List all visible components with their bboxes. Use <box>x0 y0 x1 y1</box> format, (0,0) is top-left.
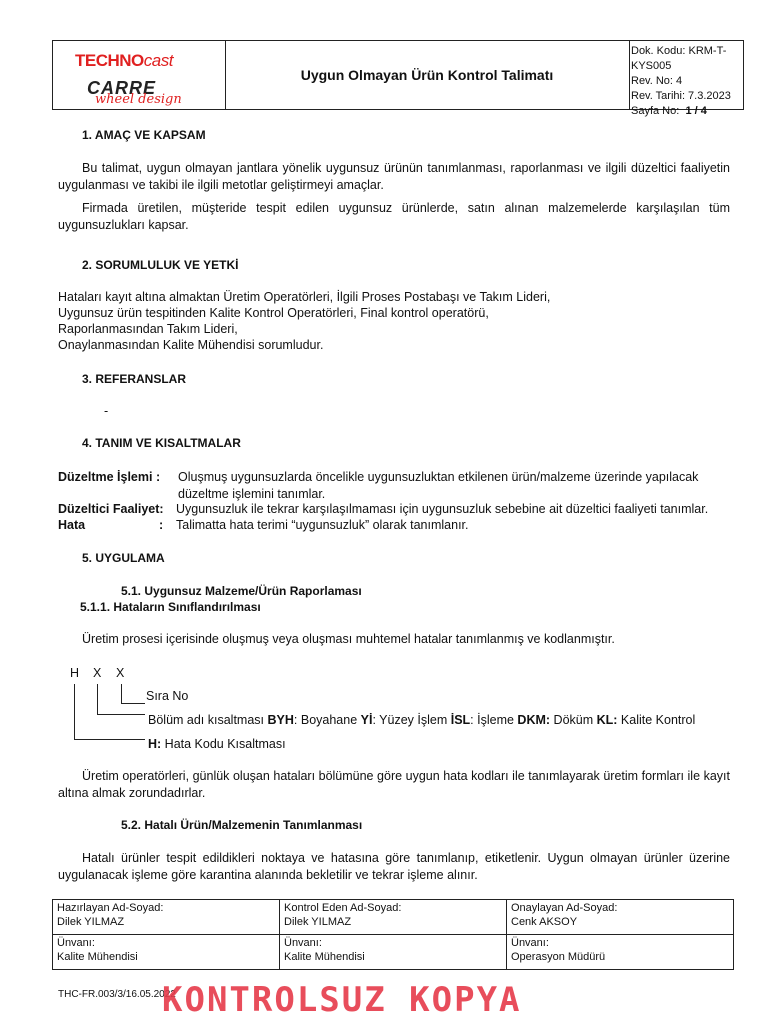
document-header <box>52 40 744 117</box>
section-2-heading: 2. SORUMLULUK VE YETKİ <box>82 258 239 272</box>
form-reference: THC-FR.003/3/16.05.2022 <box>58 989 176 1000</box>
section-1-paragraph-1: Bu talimat, uygun olmayan jantlara yönelik uygunsuz ürünün tanımlanması, raporlanması ve ilgili düzeltici faaliyetin uygulanması ve takibi ile ilgili metotlar geliştirmeyi amaçlar. <box>58 161 730 192</box>
subsection-5-1-1-heading: 5.1.1. Hataların Sınıflandırılması <box>80 600 261 614</box>
prepared-by-cell: Hazırlayan Ad-Soyad: Dilek YILMAZ <box>53 900 280 935</box>
approved-by-cell: Onaylayan Ad-Soyad: Cenk AKSOY <box>507 900 734 935</box>
logo-carre: CARRE <box>87 78 157 98</box>
uncontrolled-copy-stamp: KONTROLSUZ KOPYA <box>162 980 522 1020</box>
table-row <box>53 900 734 935</box>
section-5-heading: 5. UYGULAMA <box>82 551 165 565</box>
document-meta <box>631 44 743 119</box>
section-4-heading: 4. TANIM VE KISALTMALAR <box>82 436 241 450</box>
doc-code: Dok. Kodu: KRM-T-KYS005 <box>631 45 727 72</box>
term-duzeltme-islemi: Düzeltme İşlemi : <box>58 470 161 484</box>
responsibility-line-3: Raporlanmasından Takım Lideri, <box>58 322 238 336</box>
code-char-x1: X <box>93 666 102 680</box>
document-title: Uygun Olmayan Ürün Kontrol Talimatı <box>225 41 630 109</box>
logo-wheel-design: wheel design <box>95 92 182 107</box>
code-label-bolum: Bölüm adı kısaltması BYH: Boyahane Yİ: Yüzey İşlem İSL: İşleme DKM: Döküm KL: Kalite Kontrol <box>148 713 696 727</box>
responsibility-line-1: Hataları kayıt altına almaktan Üretim Operatörleri, İlgili Proses Postabaşı ve Takım Lideri, <box>58 290 551 304</box>
code-label-sira-no: Sıra No <box>146 689 189 703</box>
checked-title-cell: Ünvanı: Kalite Mühendisi <box>280 935 507 970</box>
code-connector <box>97 714 145 715</box>
references-item: - <box>104 404 109 418</box>
term-hata: Hata <box>58 518 86 532</box>
subsection-5-1-heading: 5.1. Uygunsuz Malzeme/Ürün Raporlaması <box>121 584 362 598</box>
definition-duzeltme-islemi <box>178 469 733 502</box>
rev-no: Rev. No: 4 <box>631 75 683 87</box>
approved-title-cell: Ünvanı: Operasyon Müdürü <box>507 935 734 970</box>
signature-table <box>52 899 734 970</box>
prepared-title-cell: Ünvanı: Kalite Mühendisi <box>53 935 280 970</box>
definition-duzeltici-faaliyet: Uygunsuzluk ile tekrar karşılaşılmaması için uygunsuzluk sebebine ait düzeltici faaliyeti tanımlar. <box>176 502 709 516</box>
code-connector <box>74 739 145 740</box>
section-5-paragraph-3: Hatalı ürünler tespit edildikleri noktaya ve hatasına göre tanımlanıp, etiketlenir. Uygun olmayan ürünler üzerine uygulanacak işleme göre karantina alanında bekletilir ve tekrar işleme alınır. <box>58 851 730 882</box>
code-connector <box>121 703 145 704</box>
company-logo <box>53 41 226 109</box>
code-connector <box>74 684 75 740</box>
code-connector <box>121 684 122 704</box>
definition-line: düzeltme işlemini tanımlar. <box>178 486 326 501</box>
section-5-paragraph-2: Üretim operatörleri, günlük oluşan hataları bölümüne göre uygun hata kodları ile tanımlayarak üretim formları ile kayıt altına almak zorundadırlar. <box>58 769 730 800</box>
rev-date: Rev. Tarihi: 7.3.2023 <box>631 90 731 102</box>
section-1-paragraph-2: Firmada üretilen, müşteride tespit edilen uygunsuz ürünlerde, satın alınan malzemelerde karşılaşılan tüm uygunsuzlukları kapsar. <box>58 201 730 232</box>
section-5-paragraph-1: Üretim prosesi içerisinde oluşmuş veya oluşması muhtemel hatalar tanımlanmış ve kodlanmıştır. <box>82 632 615 646</box>
code-connector <box>97 684 98 715</box>
definition-line: Oluşmuş uygunsuzlarda öncelikle uygunsuzluktan etkilenen ürün/malzeme üzerinde yapılacak <box>178 470 699 484</box>
code-label-hata-kodu: H: Hata Kodu Kısaltması <box>148 737 286 751</box>
term-duzeltici-faaliyet: Düzeltici Faaliyet: <box>58 502 164 516</box>
logo-technocast: TECHNOcast <box>75 51 173 70</box>
term-hata-colon: : <box>159 518 164 532</box>
table-row <box>53 935 734 970</box>
responsibility-line-2: Uygunsuz ürün tespitinden Kalite Kontrol Operatörleri, Final kontrol operatörü, <box>58 306 489 320</box>
section-1-heading: 1. AMAÇ VE KAPSAM <box>82 128 206 142</box>
responsibility-line-4: Onaylanmasından Kalite Mühendisi sorumludur. <box>58 338 324 352</box>
page-number: Sayfa No: 1 / 4 <box>631 105 707 117</box>
subsection-5-2-heading: 5.2. Hatalı Ürün/Malzemenin Tanımlanması <box>121 818 363 832</box>
section-3-heading: 3. REFERANSLAR <box>82 372 187 386</box>
checked-by-cell: Kontrol Eden Ad-Soyad: Dilek YILMAZ <box>280 900 507 935</box>
code-char-x2: X <box>116 666 125 680</box>
code-char-h: H <box>70 666 80 680</box>
definition-hata: Talimatta hata terimi “uygunsuzluk” olarak tanımlanır. <box>176 518 469 532</box>
